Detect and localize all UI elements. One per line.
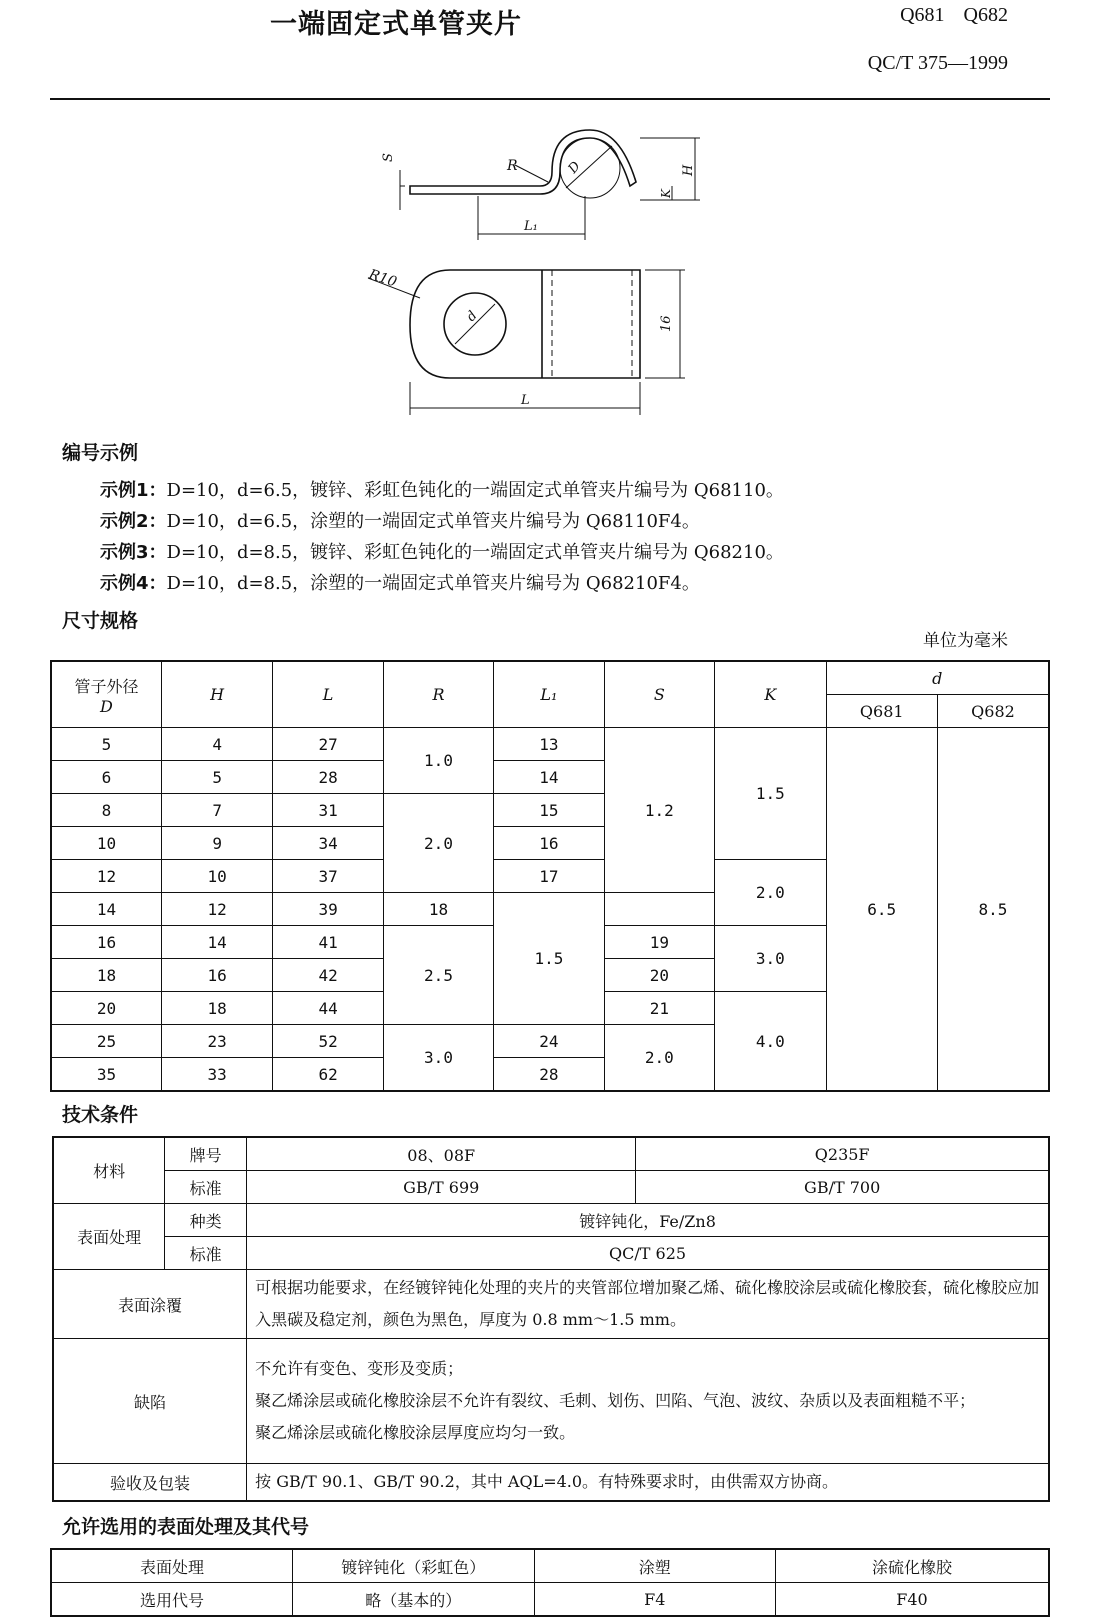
grade-b: Q235F: [636, 1137, 1049, 1171]
grade-label: 牌号: [165, 1137, 247, 1171]
kind-label: 种类: [165, 1204, 247, 1237]
header-H: H: [161, 661, 272, 728]
header-S: S: [604, 661, 714, 728]
dimension-table: [50, 660, 1050, 1092]
header-d: d: [826, 661, 1049, 695]
material-label: 材料: [53, 1137, 165, 1204]
example-2: 示例2：D=10，d=6.5，涂塑的一端固定式单管夹片编号为 Q68110F4。: [100, 511, 700, 532]
tech-heading: 技术条件: [62, 1104, 139, 1126]
coating-text: 可根据功能要求，在经镀锌钝化处理的夹片的夹管部位增加聚乙烯、硫化橡胶涂层或硫化橡胶套，硫化橡胶应加入黑碳及稳定剂，颜色为黑色，厚度为 0.8 mm～1.5 mm。: [247, 1270, 1049, 1339]
defect-text: 不允许有变色、变形及变质； 聚乙烯涂层或硫化橡胶涂层不允许有裂纹、毛刺、划伤、凹陷、气泡、波纹、杂质以及表面粗糙不平； 聚乙烯涂层或硫化橡胶涂层厚度应均匀一致。: [247, 1339, 1049, 1464]
table-row: 16 14 41 2.5 19 3.0: [51, 926, 1049, 959]
standard-label: 标准: [165, 1171, 247, 1204]
std-b: GB/T 700: [636, 1171, 1049, 1204]
header-q682: Q682: [937, 695, 1049, 728]
header-D: 管子外径 D: [51, 661, 161, 728]
product-codes: Q681 Q682: [900, 4, 1008, 26]
dimensions-heading: 尺寸规格: [62, 610, 139, 632]
numbering-heading: 编号示例: [62, 442, 139, 464]
table-row: 18 16 42 20: [51, 959, 1049, 992]
table-row: 6 5 28 14: [51, 761, 1049, 794]
surface-codes-heading: 允许选用的表面处理及其代号: [62, 1516, 310, 1538]
std-a: GB/T 699: [247, 1171, 636, 1204]
example-1: 示例1：D=10，d=6.5，镀锌、彩虹色钝化的一端固定式单管夹片编号为 Q68110。: [100, 480, 784, 501]
tech-table: [52, 1136, 1050, 1502]
header-L: L: [273, 661, 383, 728]
label-D: D: [565, 158, 584, 177]
example-3: 示例3：D=10，d=8.5，镀锌、彩虹色钝化的一端固定式单管夹片编号为 Q68210。: [100, 542, 784, 563]
label-L: L: [521, 393, 530, 408]
surface-label: 表面处理: [53, 1204, 165, 1270]
surface-codes-table: 表面处理 镀锌钝化（彩虹色） 涂塑 涂硫化橡胶 选用代号 略（基本的） F4 F40: [50, 1548, 1050, 1617]
coating-label: 表面涂覆: [53, 1270, 247, 1339]
standard-number: QC/T 375—1999: [867, 52, 1008, 74]
acceptance-label: 验收及包装: [53, 1464, 247, 1502]
grade-a: 08、08F: [247, 1137, 636, 1171]
defect-label: 缺陷: [53, 1339, 247, 1464]
label-L1: L₁: [524, 219, 538, 234]
side-view-outline: [410, 130, 636, 194]
table-row: 10 9 34 16: [51, 827, 1049, 860]
example-4: 示例4：D=10，d=8.5，涂塑的一端固定式单管夹片编号为 Q68210F4。: [100, 573, 700, 594]
header-K: K: [715, 661, 826, 728]
table-row: 12 10 37 17 2.0: [51, 860, 1049, 893]
unit-note: 单位为毫米: [923, 631, 1008, 651]
table-row: 5 4 27 1.0 13 1.2 1.5 6.5 8.5: [51, 728, 1049, 761]
page-title: 一端固定式单管夹片: [270, 9, 522, 40]
kind-value: 镀锌钝化，Fe/Zn8: [247, 1204, 1049, 1237]
label-H: H: [681, 164, 696, 176]
table-row: 20 18 44 21 4.0: [51, 992, 1049, 1025]
table-row: 25 23 52 3.0 24 2.0: [51, 1025, 1049, 1058]
table-row: 14 12 39 18 1.5: [51, 893, 1049, 926]
acceptance-text: 按 GB/T 90.1、GB/T 90.2，其中 AQL=4.0。有特殊要求时，由供需双方协商。: [247, 1464, 1049, 1502]
surface-standard-label: 标准: [165, 1237, 247, 1270]
label-K: K: [659, 189, 673, 198]
table-row: 35 33 62 28: [51, 1058, 1049, 1092]
label-R10: R10: [366, 266, 399, 291]
label-R: R: [507, 158, 518, 174]
label-S: S: [381, 153, 396, 162]
table-row: 8 7 31 2.0 15: [51, 794, 1049, 827]
label-16: 16: [659, 315, 674, 332]
technical-drawing: [0, 100, 1100, 440]
header-L1: L₁: [494, 661, 604, 728]
header-q681: Q681: [826, 695, 937, 728]
header-R: R: [383, 661, 493, 728]
surface-standard-value: QC/T 625: [247, 1237, 1049, 1270]
label-d: d: [463, 308, 481, 325]
